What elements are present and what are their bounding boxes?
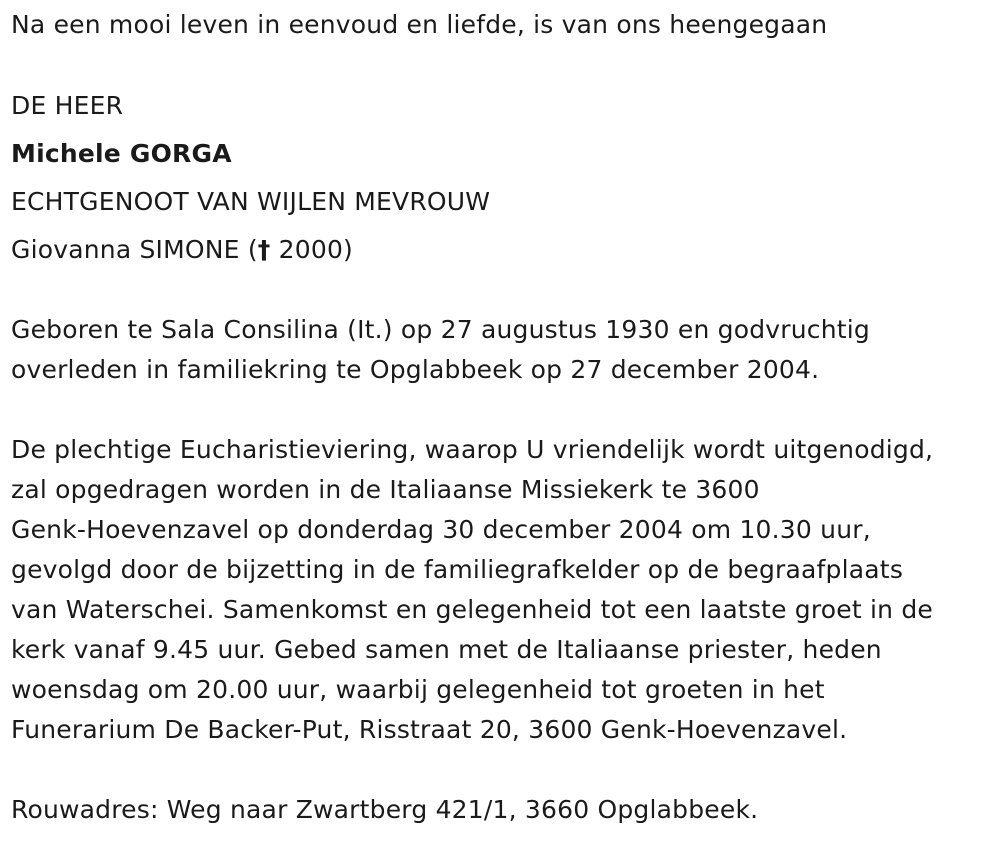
honorific: DE HEER	[11, 91, 124, 120]
paragraph-line: Geboren te Sala Consilina (It.) op 27 augustus 1930 en godvruchtig	[11, 315, 870, 344]
paragraph-line: Genk-Hoevenzavel op donderdag 30 december 2004 om 10.30 uur,	[11, 515, 871, 544]
paragraph-line: Funerarium De Backer-Put, Risstraat 20, 3600 Genk-Hoevenzavel.	[11, 715, 848, 744]
intro-line: Na een mooi leven in eenvoud en liefde, is van ons heengegaan	[11, 10, 828, 39]
deceased-name: Michele GORGA	[11, 139, 232, 168]
paragraph-line: woensdag om 20.00 uur, waarbij gelegenheid tot groeten in het	[11, 675, 825, 704]
spouse-label: ECHTGENOOT VAN WIJLEN MEVROUW	[11, 187, 491, 216]
ceremony-paragraph	[11, 430, 933, 750]
mourning-address: Rouwadres: Weg naar Zwartberg 421/1, 3660 Opglabbeek.	[11, 795, 759, 824]
paragraph-line: kerk vanaf 9.45 uur. Gebed samen met de Italiaanse priester, heden	[11, 635, 882, 664]
paragraph-line: zal opgedragen worden in de Italiaanse Missiekerk te 3600	[11, 475, 760, 504]
paragraph-line: De plechtige Eucharistieviering, waarop U vriendelijk wordt uitgenodigd,	[11, 435, 934, 464]
paragraph-line: van Waterschei. Samenkomst en gelegenheid tot een laatste groet in de	[11, 595, 934, 624]
spouse-death-year: 2000)	[270, 235, 354, 264]
spouse-name: Giovanna SIMONE (	[11, 235, 258, 264]
spouse-line	[11, 230, 353, 270]
cross-icon: †	[257, 235, 271, 264]
paragraph-line: gevolgd door de bijzetting in de familiegrafkelder op de begraafplaats	[11, 555, 904, 584]
birth-death-paragraph	[11, 310, 870, 390]
paragraph-line: overleden in familiekring te Opglabbeek op 27 december 2004.	[11, 355, 820, 384]
